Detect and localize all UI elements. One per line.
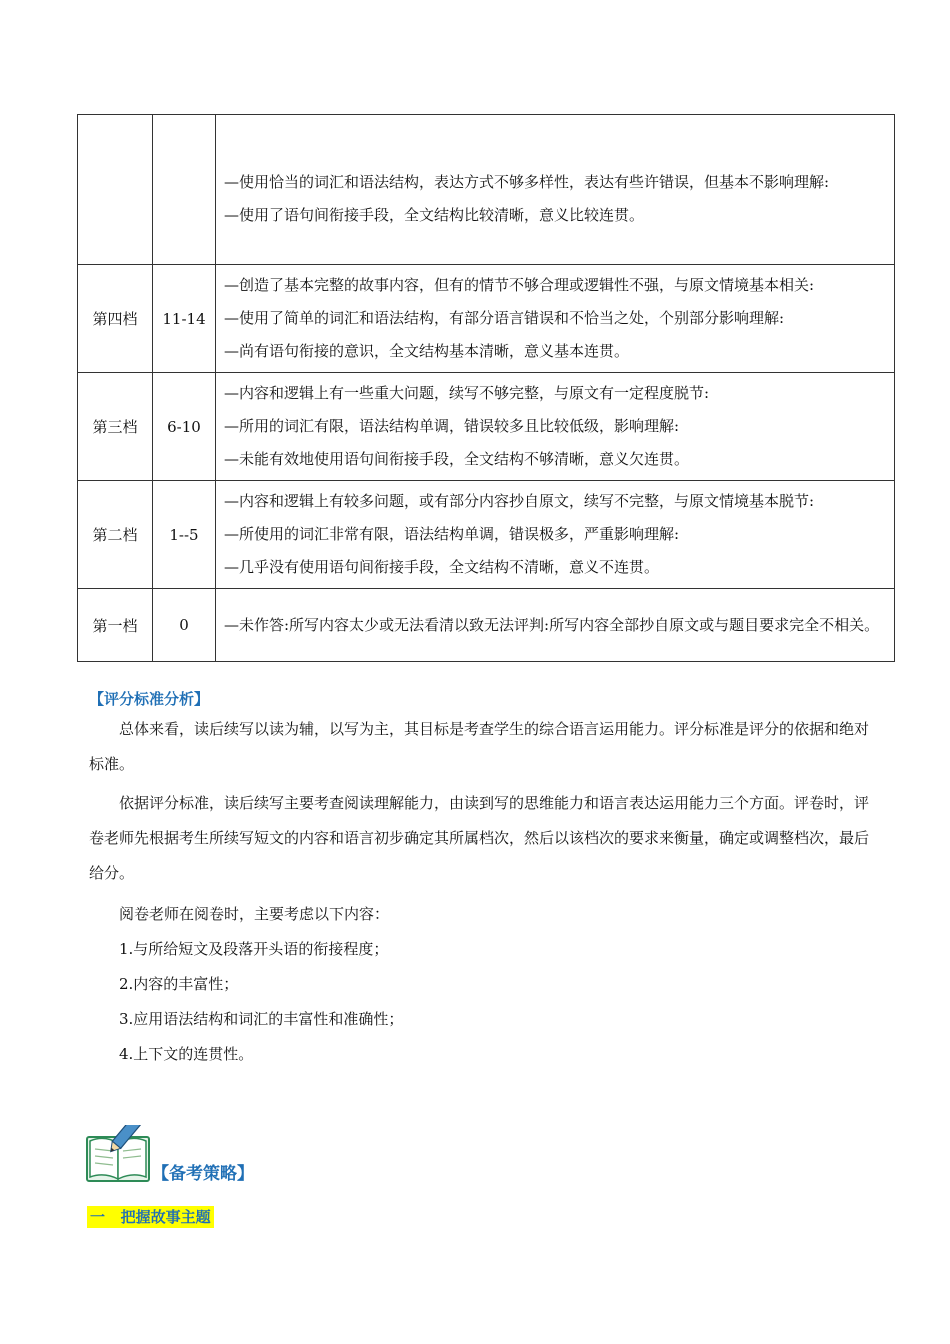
analysis-paragraph-1: 总体来看，读后续写以读为辅，以写为主，其目标是考查学生的综合语言运用能力。评分标准是评分的依据和绝对标准。 [89, 720, 870, 773]
table-row [78, 589, 895, 662]
description-line: —未能有效地使用语句间衔接手段，全文结构不够清晰，意义欠连贯。 [224, 450, 690, 468]
section-title: 一 把握故事主题 [87, 1206, 214, 1228]
description-line: —使用恰当的词汇和语法结构，表达方式不够多样性，表达有些许错误，但基本不影响理解: [224, 172, 830, 191]
list-item: 1.与所给短文及段落开头语的衔接程度； [119, 940, 389, 958]
analysis-paragraph-2: 依据评分标准，读后续写主要考查阅读理解能力，由读到写的思维能力和语言表达运用能力三个方面。评卷时，评卷老师先根据考生所续写短文的内容和语言初步确定其所属档次，然后以该档次的要求来衡量，确定或调整档次，最后给分。 [89, 794, 870, 882]
score-cell: 0 [153, 589, 216, 662]
description-line: —几乎没有使用语句间衔接手段，全文结构不清晰，意义不连贯。 [224, 558, 660, 576]
analysis-paragraph-3: 阅卷老师在阅卷时，主要考虑以下内容： [119, 905, 390, 923]
description-line: —内容和逻辑上有较多问题，或有部分内容抄自原文，续写不完整，与原文情境基本脱节: [224, 492, 815, 510]
description-line: —创造了基本完整的故事内容，但有的情节不够合理或逻辑性不强，与原文情境基本相关: [224, 276, 815, 294]
level-cell: 第四档 [78, 265, 153, 373]
score-cell: 6-10 [153, 373, 216, 481]
description-line: —尚有语句衔接的意识，全文结构基本清晰，意义基本连贯。 [224, 342, 630, 360]
description-line: —所用的词汇有限，语法结构单调，错误较多且比较低级，影响理解: [224, 417, 680, 435]
description-cell [216, 589, 895, 662]
score-cell: 11-14 [153, 265, 216, 373]
description-line: —使用了语句间衔接手段，全文结构比较清晰，意义比较连贯。 [224, 205, 645, 224]
description-cell [216, 373, 895, 481]
level-cell: 第二档 [78, 481, 153, 589]
book-pencil-icon [86, 1125, 152, 1183]
description-line: —未作答:所写内容太少或无法看清以致无法评判:所写内容全部抄自原文或与题目要求完全不相关。 [224, 615, 880, 634]
list-item: 2.内容的丰富性； [119, 975, 239, 993]
level-cell [78, 115, 153, 265]
table-row [78, 265, 895, 373]
list-item: 3.应用语法结构和词汇的丰富性和准确性； [119, 1010, 404, 1028]
table-row [78, 115, 895, 265]
description-cell [216, 115, 895, 265]
rubric-table [77, 114, 895, 662]
analysis-heading: 【评分标准分析】 [89, 690, 210, 708]
level-cell: 第三档 [78, 373, 153, 481]
strategy-title: 【备考策略】 [152, 1164, 254, 1184]
table-row [78, 481, 895, 589]
description-line: —所使用的词汇非常有限，语法结构单调，错误极多，严重影响理解: [224, 525, 680, 543]
score-cell: 1--5 [153, 481, 216, 589]
table-row [78, 373, 895, 481]
description-cell [216, 481, 895, 589]
description-line: —内容和逻辑上有一些重大问题，续写不够完整，与原文有一定程度脱节: [224, 384, 710, 402]
list-item: 4.上下文的连贯性。 [119, 1045, 254, 1063]
level-cell: 第一档 [78, 589, 153, 662]
description-line: —使用了简单的词汇和语法结构，有部分语言错误和不恰当之处，个别部分影响理解: [224, 309, 785, 327]
description-cell [216, 265, 895, 373]
score-cell [153, 115, 216, 265]
